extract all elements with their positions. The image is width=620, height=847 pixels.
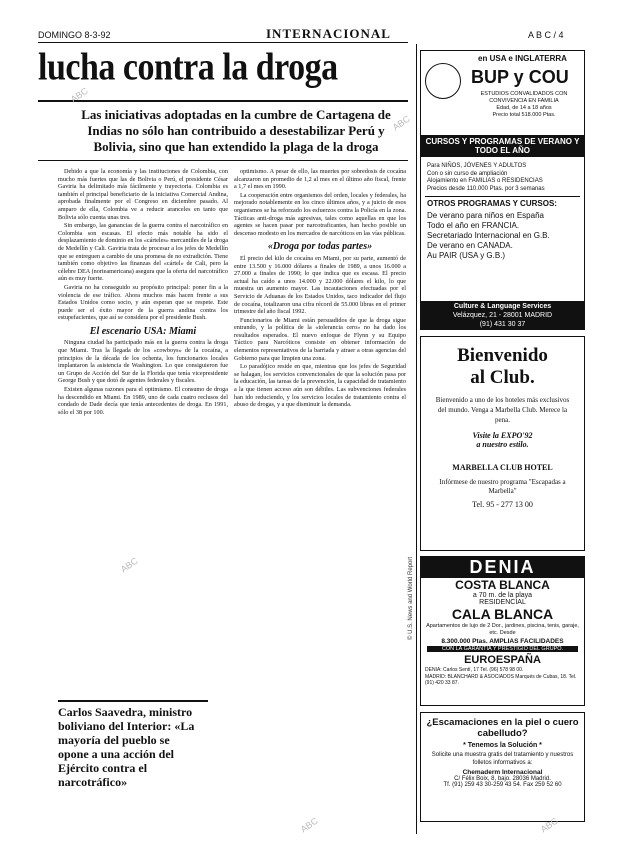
pullquote-rule [58,700,208,702]
ad-other-item: Secretariado Internacional en G.B. [427,231,550,240]
ad3-desc: Apartamentos de lujo de 2 Dor., jardines, piscina, tenis, garaje, etc. Desde [426,623,579,636]
paragraph: El precio del kilo de cocaína en Miami, por su parte, aumentó de entre 13.500 y 16.000 dólares a finales de 1989, a unos 16.000 a 27.000 a finales de 1990; lo que indica que es escasa. El precio actual ha caído a unos 14.000 y 22.000 dólares el kilo, lo que muestra un aumento mayor. Las incautaciones efectuadas por el Servicio de Aduanas de los Estados Unidos, taco indicador del flujo de cocaína, totalizaron una cifra récord de 55.000 libras en el primer trimestre del año fiscal 1992. [234,254,406,316]
ad-tagline: en USA e INGLATERRA [478,54,567,63]
globe-icon [425,63,461,99]
paragraph: Funcionarios de Miami están persuadidos de que la droga sigue entrando, y la política de la «tolerancia cero» no ha dado los resultados esperados. El nuevo enfoque de Flynn y su Equipo Táctico para Narcóticos consiste en obtener información de elementos representativos de la barriada y atraer a otras agencias del Gobierno para que limpien una zona. [234,316,406,362]
ad-footer-address: Velázquez, 21 - 28001 MADRID [452,312,553,319]
header-rule [38,42,408,43]
ad3-group: EUROESPAÑA [464,654,541,666]
ad2-expo-line: a nuestro estilo. [476,440,529,449]
ad-other-title: OTROS PROGRAMAS Y CURSOS: [427,199,557,208]
ad-other-item: De verano para niños en España [427,211,544,220]
ad4-phone: Tf. (91) 259 43 30-259 43 54. Fax 259 52 60 [443,782,562,788]
ad-bullets [427,163,583,193]
ad4-sub: * Tenemos la Solución * [463,742,542,749]
ad3-region: COSTA BLANCA [455,578,550,592]
ad4-address: C/ Félix Boix, 8, bajo. 28036 Madrid. [454,776,551,782]
ad2-phone: Tel. 95 - 277 13 00 [472,500,533,509]
ad4-company: Chemaderm Internacional [462,769,543,776]
ad-denia [420,556,585,706]
paragraph: Lo paradójico reside en que, mientras que los jefes de Seguridad se halagan, los servicios convencionales de que la solución pasa por la educación, las tareas de la prevención, la capacidad de tratamiento a la que tienen acceso aún son débiles. Las subvenciones federales han ido reduciendo, y los servicios locales de tratamiento contra el abuso de drogas, y a que disminuir la demanda. [234,363,406,409]
ad-other-item: Au PAIR (USA y G.B.) [427,251,506,260]
ad2-title-line: Bienvenido [457,345,548,366]
ad-line: CONVIVENCIA EN FAMILIA [489,98,559,104]
ad4-title: ¿Escamaciones en la piel o cuero cabelludo? [426,717,579,739]
ad2-body: Bienvenido a uno de los hoteles más exclusivos del mundo. Venga a Marbella Club. Merece la pena. [435,396,570,424]
ad3-address: MADRID: BLANCHARD & ASOCIADOS Marqués de Cubas, 18. Tel. (91) 420 33 87. [425,673,577,686]
ad-brand: BUP y COU [471,67,569,87]
subhead: El escenario USA: Miami [89,325,197,337]
paragraph: Debido a que la economía y las instituciones de Colombia, con mucho más fuertes que las de Bolivia o Perú, el presidente César Gaviria ha delimitado más fácilmente y trayectoria. Colombia es también el principal beneficiario de la iniciativa Comercial Andina, aprobada finalmente por el Congreso en diciembre pasado. Al amparo de ella, Colombia ve a reducir aranceles en tanto que Bolivia sólo cuenta unas tres. [58,168,228,221]
ad3-name: CALA BLANCA [451,606,554,622]
headline-rule [38,100,408,102]
ad-line: Edad, de 14 a 18 años [496,105,552,111]
watermark: ABC [68,85,90,105]
ad-other-item: Todo el año en FRANCIA. [427,221,520,230]
ad-other-item: De verano en CANADA. [427,241,513,250]
ad-line: ESTUDIOS CONVALIDADOS CON [480,91,568,97]
ad-line: Precio total 518.000 Ptas. [492,112,556,118]
article-column-1 [58,168,228,698]
ad-bullet: Con o sin curso de ampliación [427,170,508,177]
ad-other-list [427,211,583,261]
watermark: ABC [538,815,560,835]
ad2-expo-line: Visite la EXPO'92 [472,431,533,440]
ad2-title [421,345,584,389]
watermark: ABC [390,113,412,133]
watermark: ABC [118,555,140,575]
ad2-title-line: al Club. [470,367,535,388]
ad-bullet: Para NIÑOS, JÓVENES Y ADULTOS [427,163,527,169]
ad3-res: RESIDENCIAL [479,599,526,606]
paragraph: La cooperación entre organismos del orden, locales y federales, ha mejorado notablemente en los cinco últimos años, y a juicio de esos organismos se ha reforzado los esfuerzos contra la Policía en la zona. Tácticas anti-droga más agresivas, tales como aquellas en que los agentes se hacen pasar por narcotraficantes, han hecho posible un descenso modesto en los mercados de narcóticos en las vías públicas. [234,191,406,237]
paragraph: optimismo. A pesar de ello, las muertes por sobredosis de cocaína alcanzaron un promedio de 1,2 al mes en el último año fiscal, frente a 1,7 el mes en 1990. [234,168,406,191]
ad2-hotel: MARBELLA CLUB HOTEL [452,463,553,472]
ad-band: CURSOS Y PROGRAMAS DE VERANO Y TODO EL AÑO [421,135,584,157]
pullquote: Carlos Saavedra, ministro boliviano del Interior: «La mayoría del pueblo se opone a una acción del Ejército contra el narcotráfico» [58,705,195,789]
headline: lucha contra la droga [38,46,338,89]
ad-bullet: Precios desde 110.000 Ptas. por 3 semanas [427,185,545,192]
ad2-info: Infórmese de nuestro programa "Escapadas a Marbella" [439,478,566,495]
paragraph: Ninguna ciudad ha participado más en la guerra contra la droga que Miami. Tras la llegada de los «cowboys» de la cocaína, a principios de la década de los ochenta, los funcionarios locales implantaron la asistencia de Washington. Lo que consiguieron fue un Grupo de Acción del Sur de la Florida que tenía vicepresidente George Bush y que dotó de agentes federales y fiscales. [58,339,228,385]
ad4-body: Solicite una muestra gratis del tratamiento y nuestros folletos informativos a: [431,752,574,766]
paragraph: Existen algunas razones para el optimismo. El consumo de droga ha descendido en Miami. En 1989, uno de cada cuatro reclusos del condado de Dade decía que tenía antecedentes de droga. En 1991, sólo el 38 por 100. [58,386,228,416]
ad3-guarantee: CON LA GARANTÍA Y PRESTIGIO DEL GRUPO. [427,646,578,652]
ad3-sub: a 70 m. de la playa [472,592,533,599]
ad-footer-phone: (91) 431 30 37 [479,321,526,328]
ad-footer [421,301,584,330]
ad-rule [425,196,580,197]
ad-language-courses [420,50,585,330]
ad3-price: 8.300.000 Ptas. AMPLIAS FACILIDADES [441,638,564,645]
ad-bullet: Alojamiento en FAMILIAS o RESIDENCIAS [427,178,543,184]
paragraph: Gaviria no ha conseguido su propósito principal: poner fin a la violencia de ese tráfico. Ahora muchos más hacen frente a sus Estados Unidos como socio, y aún esperan que se respete. Este puede ser el éxito mayor de la guerra andina contra los estupefacientes, que así se considera por el presidente Bush. [58,283,228,322]
paragraph: Sin embargo, las ganancias de la guerra contra el narcotráfico en Colombia son escasas. El efecto más notable ha sido el desplazamiento de dominio en los «cárteles» mercantiles de la droga de Medellín y Cali. Gaviria trata de procesar a los jefes de Medellín que se entreguen a cambio de una promesa de no extradición. Tiene también como objetivo las finanzas del «cártel» de Cali, pero la célebre DEA (norteamericana) asegura que la oferta del narcotráfico aún es muy fuerte. [58,222,228,283]
deck-rule [38,160,408,161]
watermark: ABC [298,815,320,835]
ad3-addresses [425,667,580,687]
photo-credit: © U.S. News and World Report [408,556,414,640]
article-column-2 [234,168,406,838]
ad-footer-name: Culture & Language Services [453,303,552,310]
ad3-brand: DENIA [421,557,584,578]
ad2-expo [421,431,584,449]
subhead: «Droga por todas partes» [267,241,373,253]
page-date: DOMINGO 8-3-92 [38,30,111,40]
column-divider [416,44,417,834]
ad-marbella-club [420,336,585,551]
ad-skin-treatment [420,712,585,822]
section-title: INTERNACIONAL [266,26,391,41]
ad-details [465,91,583,119]
page-folio: A B C / 4 [528,30,564,40]
deck: Las iniciativas adoptadas en la cumbre de Cartagena de Indias no sólo han contribuido a desestabilizar Perú y Bolivia, sino que han extendido la plaga de la droga [81,107,391,154]
ad3-address: DENIA: Carlos Sentí, 17 Tel. (96) 578 98 00. [425,667,524,673]
